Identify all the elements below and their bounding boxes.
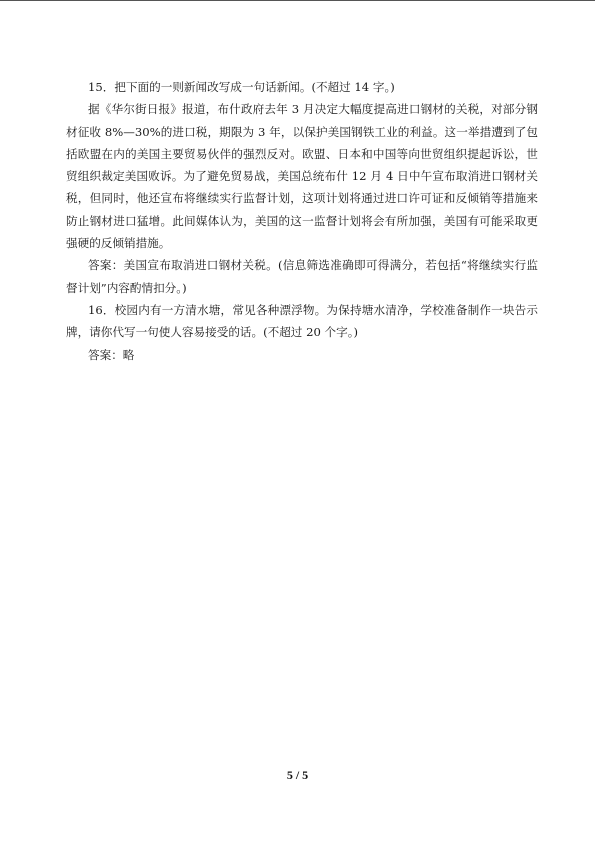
question-15-answer: 答案：美国宣布取消进口钢材关税。(信息筛选准确即可得满分，若包括“将继续实行监督计划”内容酌情扣分。) (66, 258, 538, 295)
question-15-prompt: 15．把下面的一则新闻改写成一句话新闻。(不超过 14 字。) (88, 80, 395, 94)
page-number: 5 / 5 (286, 768, 309, 782)
header-rule (0, 0, 595, 1)
question-15-news-text: 据《华尔街日报》报道，布什政府去年 3 月决定大幅度提高进口钢材的关税，对部分钢材征收 8%—30%的进口税，期限为 3 年，以保护美国钢铁工业的利益。这一举措遭到了包括欧盟在内的美国主要贸易伙伴的强烈反对。欧盟、日本和中国等向世贸组织提起诉讼，世贸组织裁定美国败诉。为了避免贸易战，美国总统布什 12 月 4 日中午宣布取消进口钢材关税，但同时，他还宣布将继续实行监督计划，这项计划将通过进口许可证和反倾销等措施来防止钢材进口猛增。此间媒体认为，美国的这一监督计划将会有所加强，美国有可能采取更强硬的反倾销措施。 (66, 102, 538, 251)
question-16-answer: 答案：略 (88, 347, 135, 362)
document-body (66, 76, 538, 366)
question-16-prompt: 16．校园内有一方清水塘，常见各种漂浮物。为保持塘水清净，学校准备制作一块告示牌，请你代写一句使人容易接受的话。(不超过 20 个字。) (66, 302, 538, 340)
